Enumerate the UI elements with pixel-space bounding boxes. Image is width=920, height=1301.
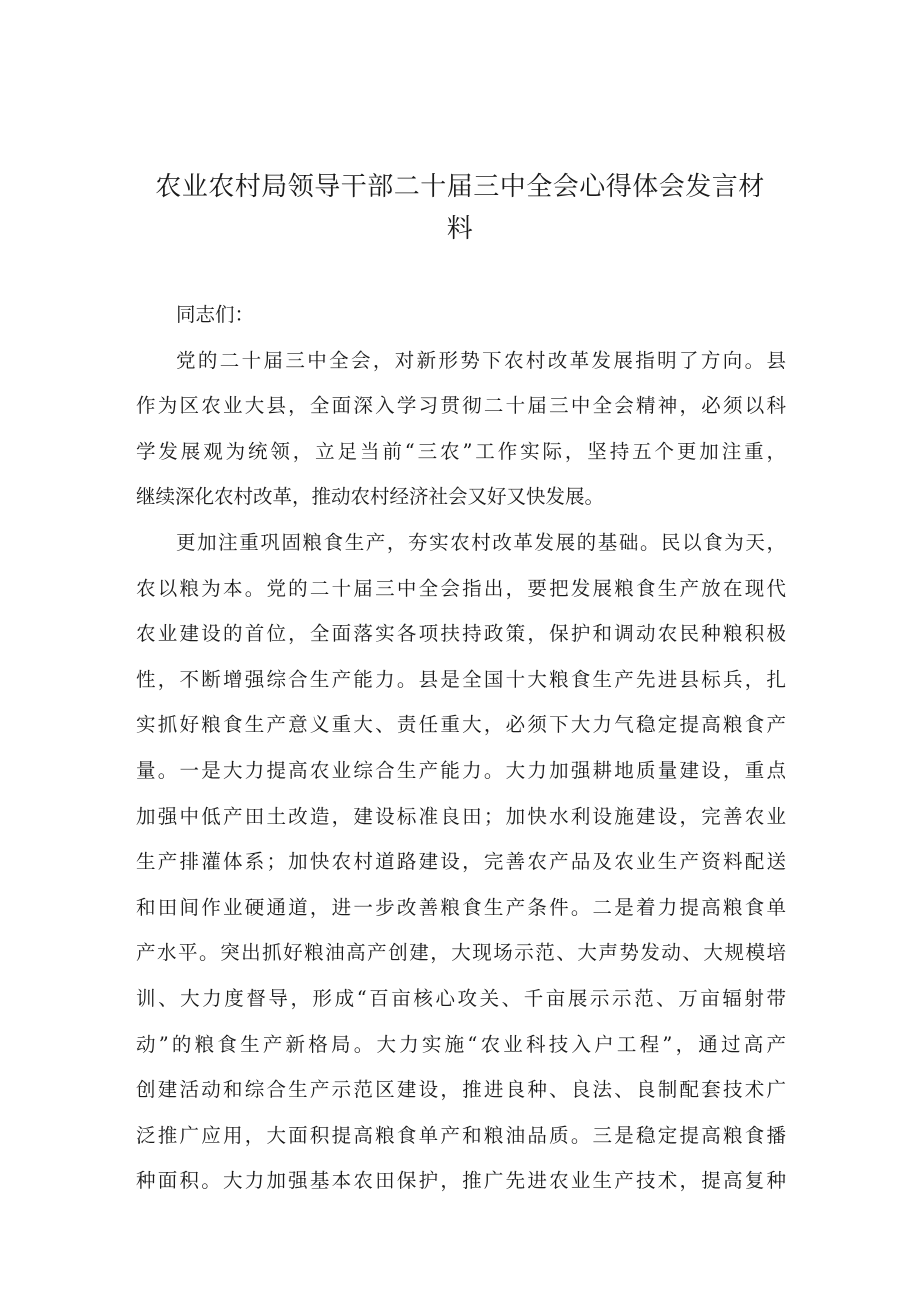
title-line-1: 农业农村局领导干部二十届三中全会心得体会发言材: [155, 172, 765, 202]
paragraph-line: 泛推广应用，大面积提高粮食单产和粮油品质。三是稳定提高粮食播: [136, 1123, 786, 1147]
paragraph-line: 学发展观为统领，立足当前“三农”工作实际，坚持五个更加注重，: [136, 439, 786, 463]
paragraph-1: [136, 338, 786, 520]
paragraph-line: 和田间作业硬通道，进一步改善粮食生产条件。二是着力提高粮食单: [136, 895, 786, 919]
paragraph-line: 农业建设的首位，全面落实各项扶持政策，保护和调动农民种粮积极: [136, 622, 786, 646]
paragraph-line: 动”的粮食生产新格局。大力实施“农业科技入户工程”，通过高产: [136, 1032, 786, 1056]
paragraph-line: 性，不断增强综合生产能力。县是全国十大粮食生产先进县标兵，扎: [136, 667, 786, 691]
paragraph-line: 产水平。突出抓好粮油高产创建，大现场示范、大声势发动、大规模培: [136, 941, 786, 965]
paragraph-line: 继续深化农村改革，推动农村经济社会又好又快发展。: [136, 485, 605, 509]
greeting: 同志们：: [176, 303, 255, 326]
paragraph-line: 训、大力度督导，形成“百亩核心攻关、千亩展示示范、万亩辐射带: [136, 986, 786, 1010]
paragraph-line: 更加注重巩固粮食生产，夯实农村改革发展的基础。民以食为天，: [176, 530, 786, 554]
paragraph-line: 创建活动和综合生产示范区建设，推进良种、良法、良制配套技术广: [136, 1078, 786, 1102]
paragraph-line: 作为区农业大县，全面深入学习贯彻二十届三中全会精神，必须以科: [136, 394, 786, 418]
paragraph-line: 种面积。大力加强基本农田保护，推广先进农业生产技术，提高复种: [136, 1169, 786, 1193]
document-title: [150, 166, 770, 250]
paragraph-line: 量。一是大力提高农业综合生产能力。大力加强耕地质量建设，重点: [136, 758, 786, 782]
paragraph-line: 党的二十届三中全会，对新形势下农村改革发展指明了方向。县: [176, 348, 786, 372]
paragraph-line: 农以粮为本。党的二十届三中全会指出，要把发展粮食生产放在现代: [136, 576, 786, 600]
paragraph-line: 生产排灌体系；加快农村道路建设，完善农产品及农业生产资料配送: [136, 850, 786, 874]
paragraph-line: 加强中低产田土改造，建设标准良田；加快水利设施建设，完善农业: [136, 804, 786, 828]
title-line-2: 料: [446, 214, 474, 244]
paragraph-2: [136, 520, 786, 1204]
paragraph-line: 实抓好粮食生产意义重大、责任重大，必须下大力气稳定提高粮食产: [136, 713, 786, 737]
document-body: [136, 292, 786, 1204]
